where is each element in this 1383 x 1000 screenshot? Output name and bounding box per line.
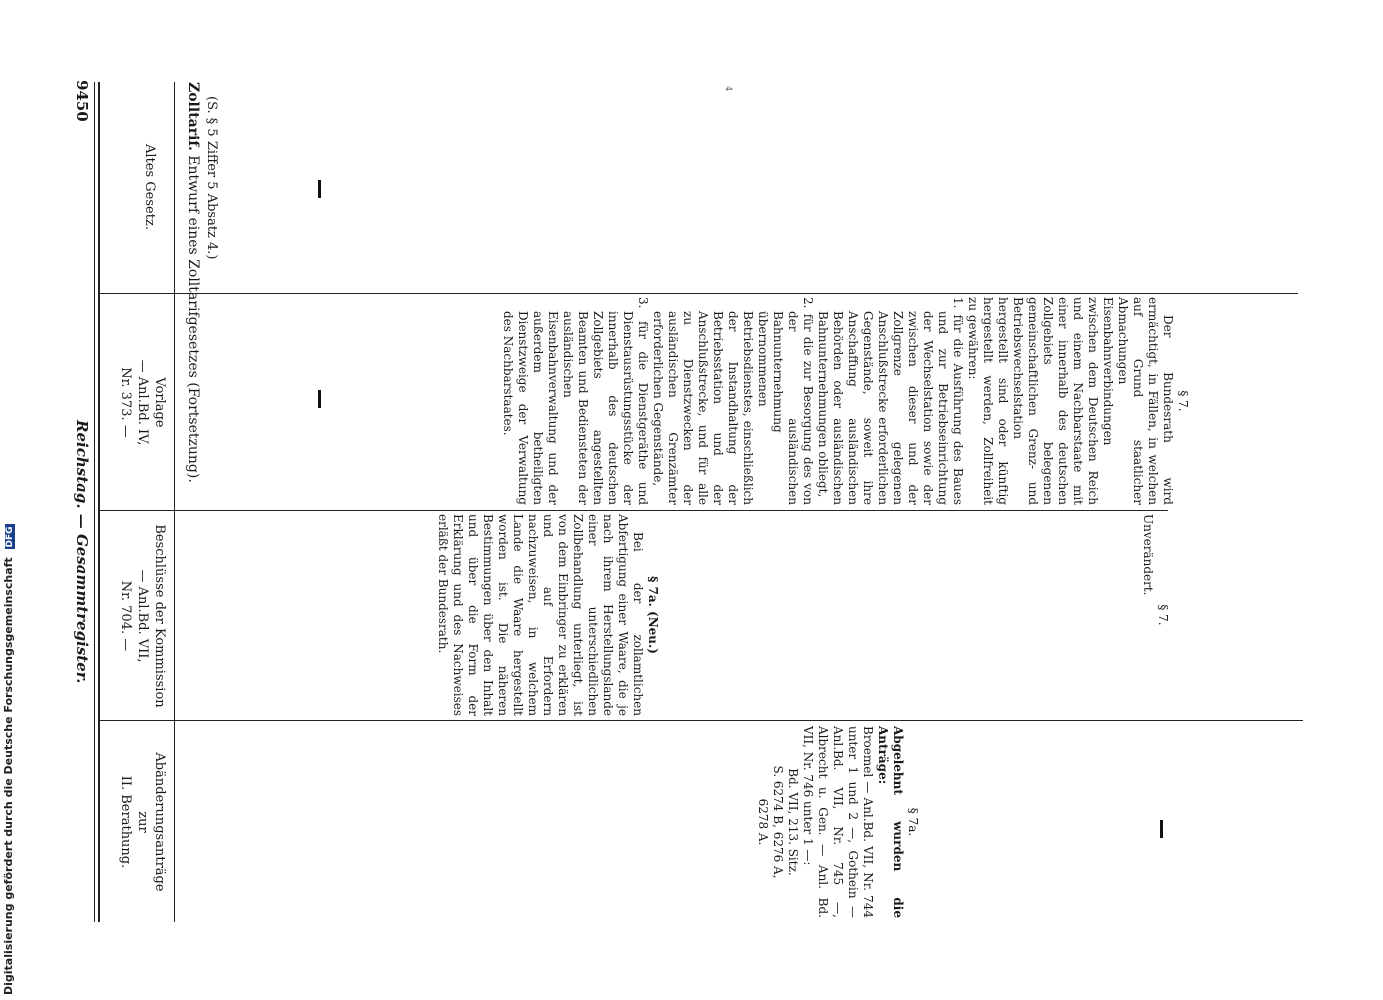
committee-paragraph-7: § 7. [1156, 604, 1170, 626]
amend-ref-3: 6278 A. [756, 798, 770, 846]
col-sep-3 [98, 720, 1303, 721]
bill-item-1: 1. für die Ausführung des Baues und zur Betriebseinrichtung der Wechselstation sowie der zwischen dieser und der Zollgrenze gelegenen Anschlußstrecke erforderlichen Gegenstände, soweit ihre Anschaffung ausländischen Behörden oder ausländischen Bahnunternehmungen obliegt, [816, 297, 965, 505]
committee-gap [660, 514, 1140, 716]
amend-ref-1: Bd. VII, 213. Sitz. [786, 768, 800, 876]
committee-rotated [80, 510, 1170, 720]
amend-lead: Abgelehnt wurden die Anträge: [876, 726, 905, 918]
committee-unchanged: Unverändert. [1141, 514, 1155, 596]
old-law-dash [318, 180, 321, 198]
top-rule-thin [94, 82, 95, 922]
bill-intro: Der Bundesrath wird ermächtigt, in Fällen, in welchen auf Grund staatlicher Abmachungen Eisenbahnverbindungen zwischen dem Deutschen Reich und einem Nachbarstaate mit einer innerhalb des deutschen Zollgebiets belegenen gemeinschaftlichen Grenz- und Betriebswechselstation hergestellt sind oder künftig hergestellt werden, Zollfreiheit zu gewähren: [966, 297, 1175, 505]
section-reference: (S. § 5 Ziffer 5 Absatz 4.) [204, 96, 219, 260]
amend-paragraph: § 7a. [906, 807, 920, 837]
page-number: 9450 [73, 80, 91, 122]
committee-paragraph-7a: § 7a. (Neu.) [646, 576, 660, 654]
header-committee: Beschlüsse der Kommission — Anl.Bd. VII, Nr. 704. — [118, 524, 167, 708]
small-mark: 4 [724, 86, 733, 92]
amend-ref-2: S. 6274 B, 6276 A, [771, 765, 785, 879]
amend-block [100, 722, 1200, 922]
section-title: Zolltarif. Entwurf eines Zolltarifgesetzes (Fortsetzung). [185, 82, 201, 483]
committee-block [80, 510, 1170, 720]
header-amendments: Abänderungsanträge zur II. Berathung. [118, 752, 167, 892]
footer-text: Digitalisierung gefördert durch die Deutsche Forschungsgemeinschaft [2, 557, 15, 995]
bill-rotated [330, 293, 1190, 509]
amend-rotated [100, 722, 1200, 922]
amend-gap [920, 726, 1200, 918]
committee-text-7a: Bei der zollamtlichen Abfertigung einer Waare, die je nach ihrem Herstellungslande einer unterschiedlichen Zollbehandlung unterliegt, ist von dem Einbringer zu erklären und auf Erfordern nachzuweisen, in welchem Lande die Waare hergestellt worden ist. Die näheren Bestimmungen über den Inhalt und über die Form der Erklärung und des Nachweises erläßt der Bundesrath. [436, 514, 645, 716]
footer [2, 5, 20, 995]
running-head: Reichstag. — Gesammtregister. [73, 420, 91, 684]
dfg-logo: DFG [5, 526, 15, 548]
header-old-law: Altes Gesetz. [142, 144, 157, 230]
header-bill: Vorlage — Anl.Bd. IV, Nr. 373. — [118, 359, 167, 446]
bill-item-2: 2. für die zur Besorgung des von der ausländischen Bahnunternehmung übernommenen Betriebsdienstes, einschließlich der Instandhaltung der Betriebsstation und der Anschlußstrecke, und für alle zu Dienstzwecken der ausländischen Grenzämter erforderlichen Gegenstände, [651, 297, 815, 505]
bill-item-3: 3. für die Dienstgeräthe und Dienstausrüstungsstücke der innerhalb des deutschen Zollgebiets angestellten Beamten und Bediensteten der ausländischen Eisenbahnverwaltung und der außerdem betheiligten Dienstzweige der Verwaltung des Nachbarstaates. [501, 297, 650, 505]
bill-paragraph-heading: § 7. [1176, 390, 1190, 412]
bill-block [330, 293, 1190, 509]
amend-text: Broemel — Anl.Bd. VII, Nr. 744 unter 1 und 2 —, Gothein — Anl.Bd. VII, Nr. 745 —, Albrecht u. Gen. — Anl. Bd. VII, Nr. 746 unter 1 —: [801, 726, 875, 918]
